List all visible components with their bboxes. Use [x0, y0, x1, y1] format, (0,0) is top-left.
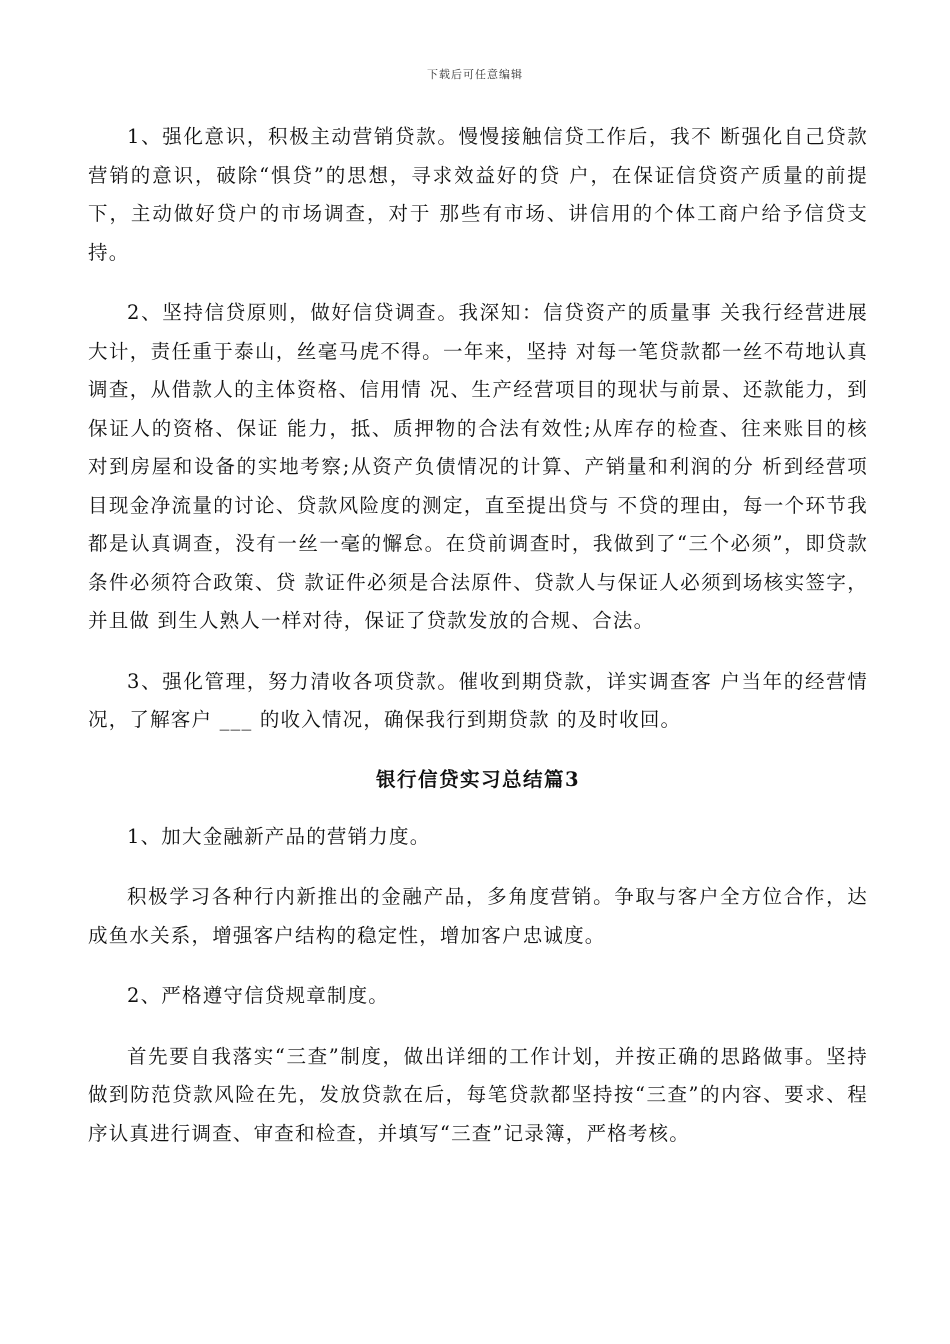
paragraph-2: 2、坚持信贷原则，做好信贷调查。我深知：信贷资产的质量事 关我行经营进展大计，责任重于泰山，丝毫马虎不得。一年来，坚持 对每一笔贷款都一丝不苟地认真调查，从借款人的主体资格、信用情 况、生产经营项目的现状与前景、还款能力，到保证人的资格、保证 能力，抵、质押物的合法有效性;从库存的检查、往来账目的核对到房屋和设备的实地考察;从资产负债情况的计算、产销量和利润的分 析到经营项目现金净流量的讨论、贷款风险度的测定，直至提出贷与 不贷的理由，每一个环节我都是认真调查，没有一丝一毫的懈怠。在贷前调查时，我做到了“三个必须”，即贷款条件必须符合政策、贷 款证件必须是合法原件、贷款人与保证人必须到场核实签字，并且做 到生人熟人一样对待，保证了贷款发放的合规、合法。 [88, 301, 868, 632]
section-paragraph-3: 2、严格遵守信贷规章制度。 [127, 984, 390, 1007]
paragraph-3: 3、强化管理，努力清收各项贷款。催收到期贷款，详实调查客 户当年的经营情况，了解客户 ___ 的收入情况，确保我行到期贷款 的及时收回。 [88, 669, 868, 731]
paragraph-1: 1、强化意识，积极主动营销贷款。慢慢接触信贷工作后，我不 断强化自己贷款营销的意识，破除“惧贷”的思想，寻求效益好的贷 户，在保证信贷资产质量的前提下，主动做好贷户的市场调查，对于 那些有市场、讲信用的个体工商户给予信贷支持。 [88, 125, 868, 264]
document-body [88, 118, 868, 1175]
section-heading: 银行信贷实习总结篇3 [375, 767, 581, 791]
section-paragraph-4: 首先要自我落实“三查”制度，做出详细的工作计划，并按正确的思路做事。坚持做到防范贷款风险在先，发放贷款在后，每笔贷款都坚持按“三查”的内容、要求、程序认真进行调查、审查和检查，并填写“三查”记录簿，严格考核。 [88, 1044, 868, 1145]
section-paragraph-2: 积极学习各种行内新推出的金融产品，多角度营销。争取与客户全方位合作，达成鱼水关系，增强客户结构的稳定性，增加客户忠诚度。 [88, 885, 868, 947]
page-header: 下载后可任意编辑 [427, 68, 523, 81]
section-paragraph-1: 1、加大金融新产品的营销力度。 [127, 824, 431, 848]
